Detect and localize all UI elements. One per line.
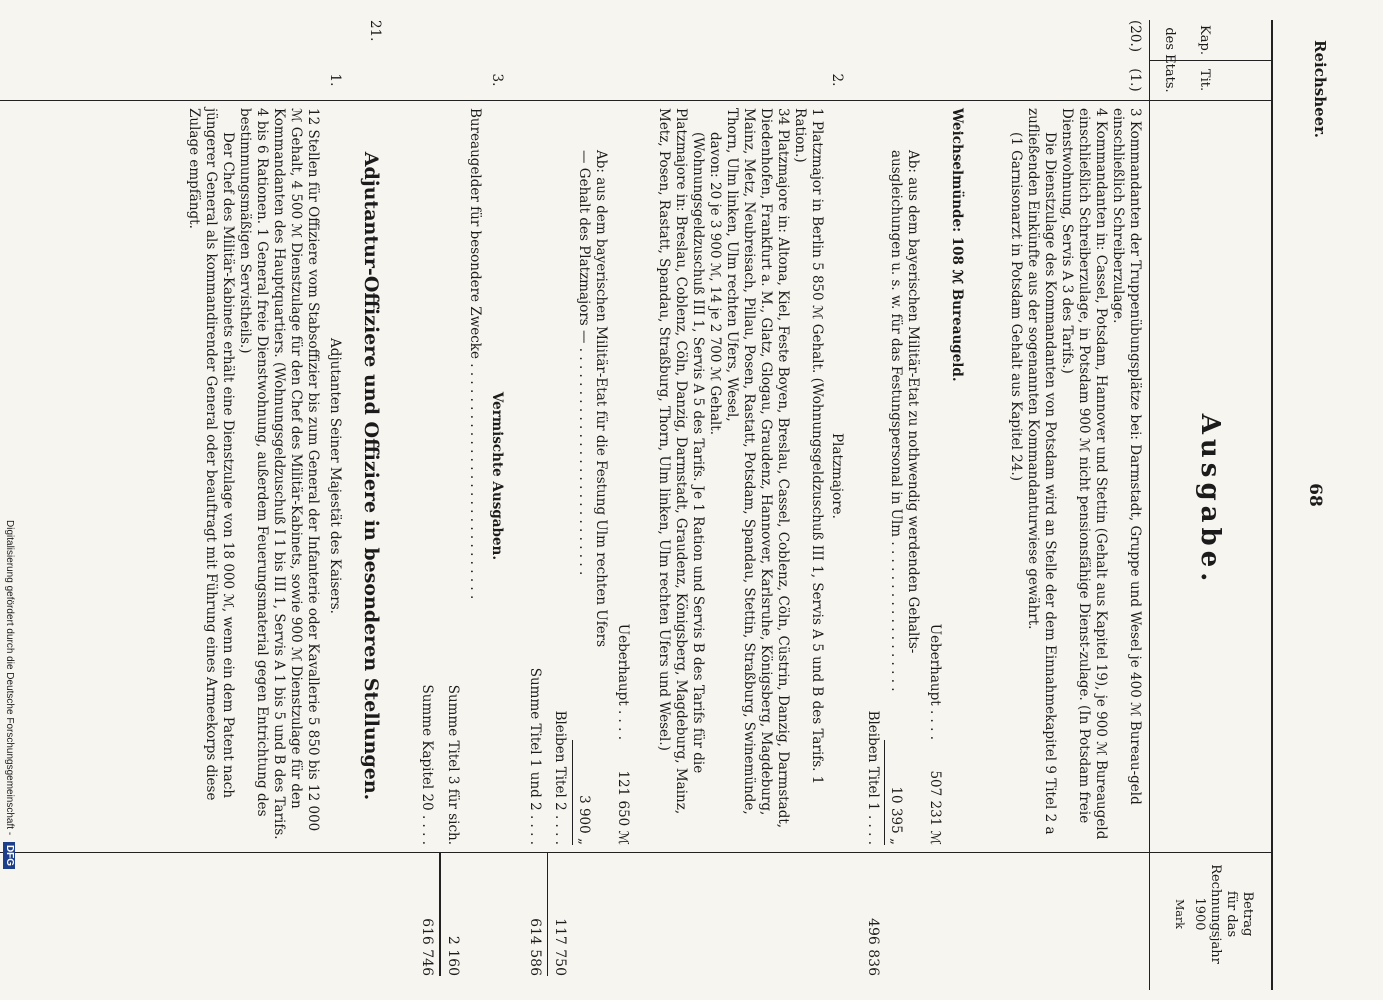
top-rule — [1271, 20, 1273, 990]
col-kap: Kap. — [1197, 25, 1212, 55]
running-head: Reichsheer. — [1311, 40, 1329, 138]
ueberhaupt-label-2: Ueberhaupt . . . . — [615, 623, 631, 740]
block1-p3: Die Dienstzulage des Kommandanten von Potsdam wird an Stelle der dem Einnahmekapitel 9 Titel 2 a zufließenden Einkünfte aus der sogenannten Kommandanturwiese gewährt. — [1025, 108, 1058, 835]
col-des-etats: des Etats. — [1162, 27, 1177, 93]
block1-p1: 3 Kommandanten der Truppenübungsplätze bei: Darmstadt, Gruppe und Wesel je 400 ℳ Bureau-geld einschließlich Schreiberzulage. — [1110, 108, 1143, 805]
bleiben-label-1: Bleiben Titel 1 . . . . — [865, 710, 881, 845]
digitization-text: Digitalisierung gefördert durch die Deutsche Forschungsgemeinschaft - — [4, 520, 15, 836]
sum-rule-2 — [547, 852, 548, 976]
col-fuer-das: für das — [1224, 890, 1239, 938]
block3-text: Bureaugelder für besondere Zwecke . . . . . . . . . . . . . . . . . . . . . . . . . . . . — [467, 108, 483, 600]
summe-amount-3: 2 160 — [445, 935, 461, 976]
block2-text — [655, 108, 825, 843]
tit-number: (1.) — [1127, 68, 1143, 92]
ueberhaupt-amount-2: 121 650 ℳ — [615, 770, 631, 845]
bleiben-amount-2: 117 750 — [552, 918, 568, 976]
block2-p2: 34 Platzmajore in: Altona, Kiel, Feste Boyen, Breslau, Cassel, Coblenz, Cöln, Cüstrin, Danzig, Darmstadt, Diedenhofen, Frankfurt a. M., Glatz, Glogau, Graudenz, Hannover, Karlsruhe, Königsberg, Magdeburg, Mainz, Metz, Neubreisach, Pillau, Posen, Rastatt, Potsdam, Spandau, Stettin, Straßburg, Swinemünde, Thorn, Ulm linken, Ulm rechten Ufers, Wesel, — [724, 108, 791, 829]
col-rechnungsjahr: Rechnungsjahr — [1208, 864, 1223, 964]
ab-amount-1: 10 395 „ — [888, 786, 904, 845]
ueberhaupt-label-1: Ueberhaupt . . . . — [927, 623, 943, 740]
col-year: 1900 — [1192, 897, 1207, 931]
tit-number-2: 2. — [829, 73, 845, 87]
block4-text — [185, 108, 321, 843]
block1-p2: 4 Kommandanten in: Cassel, Potsdam, Hannover und Stettin (Gehalt aus Kapitel 19), je 900 ℳ Bureaugeld einschließlich Schreiberzulage, in Potsdam 900 ℳ nicht pensionsfähige Dienst-zulage. (In Potsdam freie Dienstwohnung, Servis A 3 des Tarifs.) — [1059, 108, 1109, 840]
tit-number-4: 1. — [327, 73, 343, 87]
amount-column-rule — [0, 852, 1273, 853]
block2-p3: davon: 20 je 3 900 ℳ, 14 je 2 700 ℳ Gehalt. — [707, 132, 723, 436]
kap-number: (20.) — [1127, 20, 1143, 53]
ab-underline-1 — [884, 740, 885, 845]
col-betrag: Betrag — [1240, 891, 1255, 937]
block4-heading: Adjutantur-Offiziere und Offiziere in besonderen Stellungen. — [360, 151, 382, 801]
block4-p2: Der Chef des Militär-Kabinets erhält eine Dienstzulage von 18 000 ℳ, wenn ein dem Patent nach jüngerer General als kommandirender General oder beauftragt mit Führung eines Armeekorps diese Zulage empfängt. — [186, 108, 236, 801]
tit-number-3: 3. — [489, 73, 505, 87]
kap-number-21: 21. — [367, 20, 383, 42]
ab-text-2b: — Gehalt des Platzmajors — . . . . . . . . . . . . . . . . . . . . . . . . . . . — [576, 150, 592, 576]
block2-heading: Platzmajore. — [829, 433, 845, 519]
ab-underline-2 — [572, 740, 573, 845]
ab-text-2a: Ab: aus dem bayerischen Militär-Etat für die Festung Ulm rechten Ufers — [593, 150, 609, 648]
col-tit: Tit. — [1197, 68, 1212, 92]
summe-label-2: Summe Titel 1 und 2 . . . . — [527, 667, 543, 845]
kapitel-summe-label: Summe Kapitel 20 . . . . — [419, 684, 435, 845]
block4-p1: 12 Stellen für Offiziere vom Stabsoffizier bis zum General der Infanterie oder Kavallerie 5 850 bis 12 000 ℳ Gehalt, 4 500 ℳ Dienstzulage für den Chef des Militär-Kabinets, sowie 900 ℳ Dienstzulage für den Kommandanten des Hauptquartiers. (Wohnungsgeldzuschuß I 1 bis III 1, Servis A 1 bis 5 und B des Tarifs. 4 bis 6 Rationen. 1 General freie Dienstwohnung, außerdem Feuerungsmaterial gegen Entrichtung des bestimmungsmäßigen Servistheils.) — [237, 108, 321, 840]
amount-header — [1171, 852, 1255, 976]
ab-amount-2: 3 900 „ — [576, 795, 592, 845]
digitization-note — [3, 520, 15, 1000]
block4-subheading: Adjutanten Seiner Majestät des Kaisers. — [327, 338, 343, 614]
block3-heading: Vermischte Ausgaben. — [489, 391, 505, 561]
block2-p4: (Wohnungsgeldzuschuß III 1, Servis A 5 des Tarifs. Je 1 Ration und Servis B des Tarifs für die Platzmajore in: Breslau, Coblenz, Cöln, Danzig, Darmstadt, Graudenz, Königsberg, Magdeburg, Mainz, Metz, Posen, Rastatt, Spandau, Straßburg, Thorn, Ulm linken, Ulm rechten Ufers und Wesel.) — [656, 108, 706, 815]
kap-tit-divider — [0, 100, 1273, 101]
page-number: 68 — [1305, 483, 1325, 507]
summe-label-3: Summe Titel 3 für sich. — [445, 684, 461, 845]
bleiben-label-2: Bleiben Titel 2 . . . . — [552, 710, 568, 845]
bleiben-amount-1: 496 836 — [865, 918, 881, 976]
ueberhaupt-amount-1: 507 231 ℳ — [927, 770, 943, 845]
header-bottom-rule — [1149, 20, 1150, 990]
kapitel-summe-amount: 616 746 — [419, 918, 435, 976]
section-title: Ausgabe. — [1195, 413, 1225, 587]
block1-p4: (1 Garnisonarzt in Potsdam Gehalt aus Kapitel 24.) — [1008, 132, 1024, 481]
summe-amount-2: 614 586 — [527, 918, 543, 976]
sum-rule-3 — [439, 852, 441, 976]
ab-text-1: Ab: aus dem bayerischen Militär-Etat zu nothwendig werdenden Gehalts-ausgleichungen u. s. w. für das Festungspersonal in Ulm . . . . . . . . . . . . . . . . . . — [888, 150, 921, 692]
weichsel-line: Weichselmünde: 108 ℳ Bureaugeld. — [949, 108, 965, 382]
block2-p1: 1 Platzmajor in Berlin 5 850 ℳ Gehalt. (Wohnungsgeldzuschuß III 1, Servis A 5 und B des Tarifs. 1 Ration.) — [792, 108, 825, 785]
dfg-logo: DFG — [3, 842, 15, 869]
block1-text — [1007, 108, 1143, 843]
col-mark: Mark — [1173, 899, 1186, 929]
